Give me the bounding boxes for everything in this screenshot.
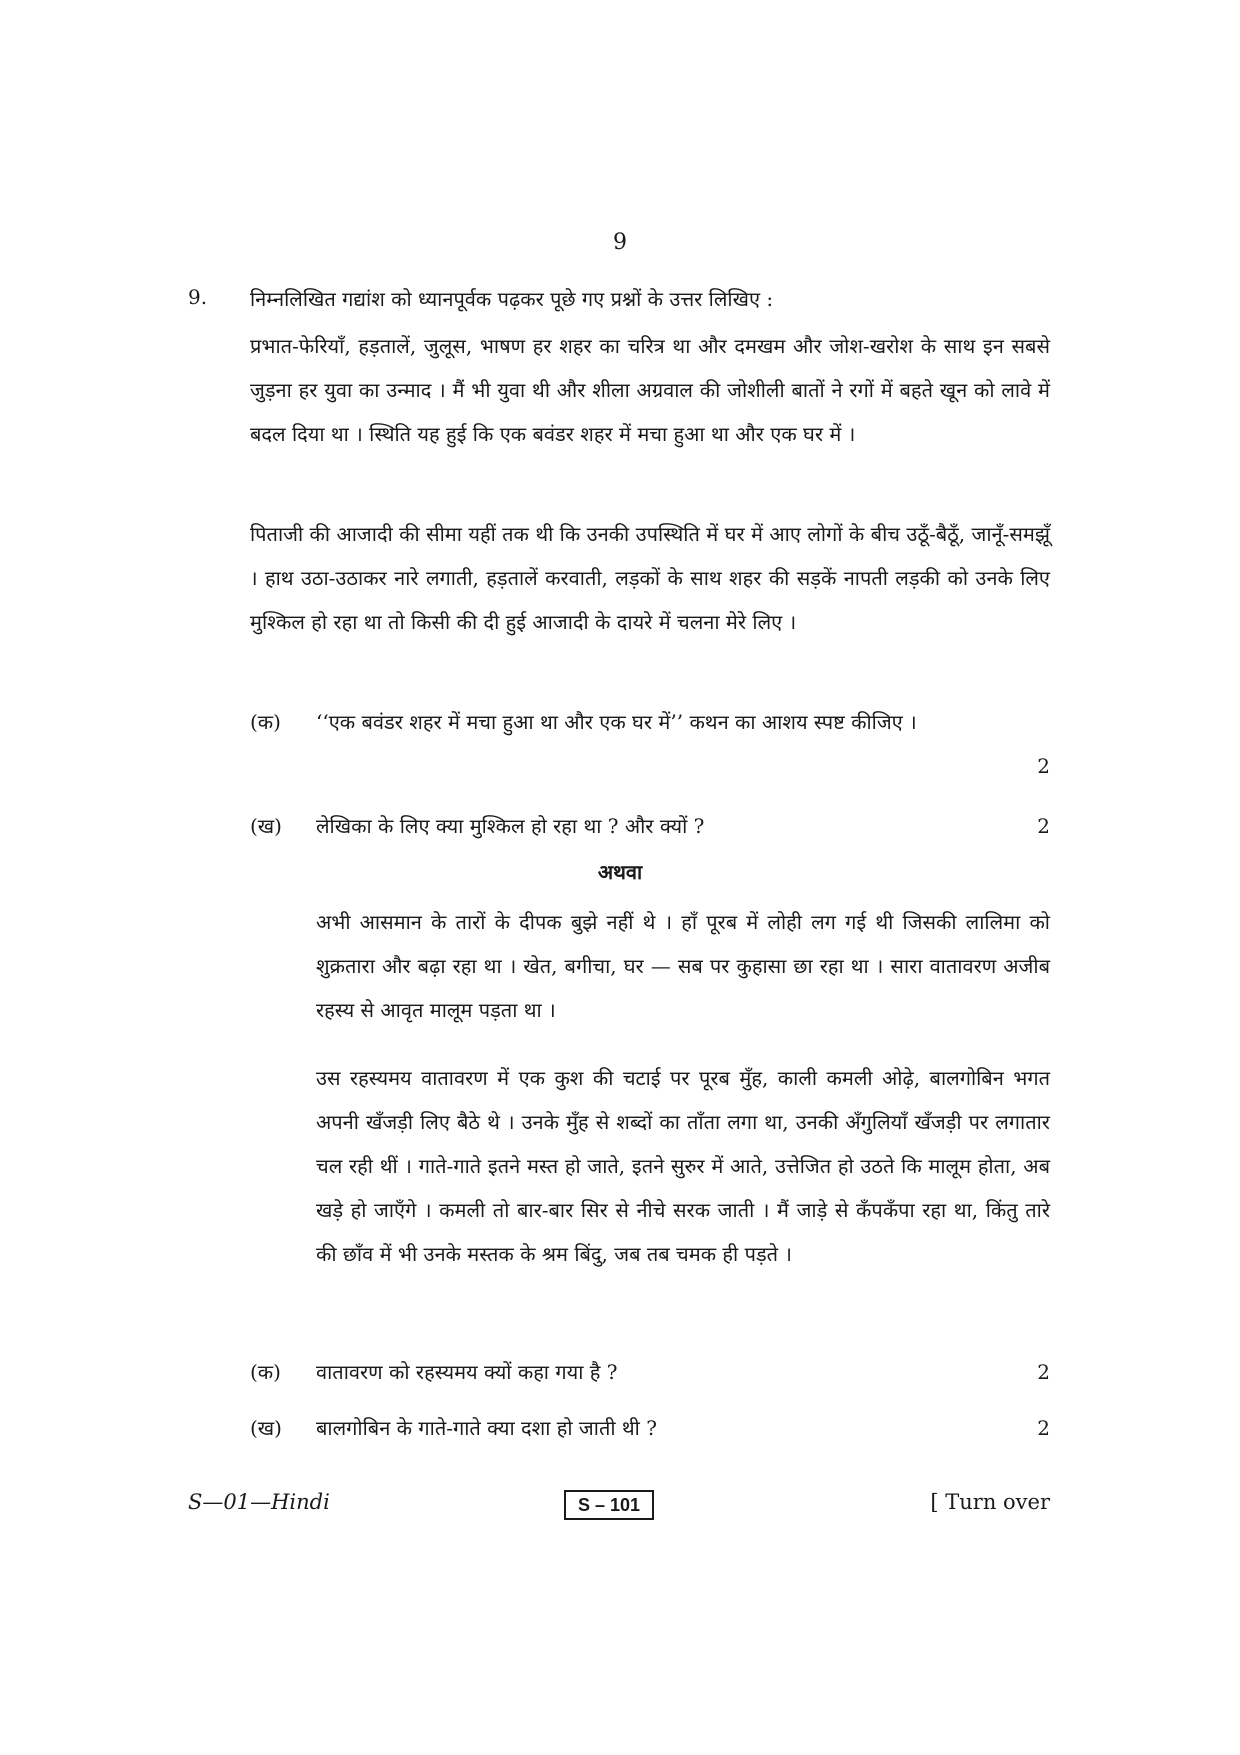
passage-2-paragraph-2: उस रहस्यमय वातावरण में एक कुश की चटाई पर पूरब मुँह, काली कमली ओढ़े, बालगोबिन भगत अपनी खँजड़ी लिए बैठे थे । उनके मुँह से शब्दों का ताँता लगा था, उनकी अँगुलियाँ खँजड़ी पर लगातार चल रही थीं । गाते-गाते इतने मस्त हो जाते, इतने सुरुर में आते, उत्तेजित हो उठते कि मालूम होता, अब खड़े हो जाएँगे । कमली तो बार-बार सिर से नीचे सरक जाती । मैं जाड़े से कँपकँपा रहा था, किंतु तारे की छाँव में भी उनके मस्तक के श्रम बिंदु, जब तब चमक ही पड़ते ।: [316, 1066, 1050, 1266]
subquestion-marks: 2: [1037, 814, 1050, 838]
footer-turn-over: [ Turn over: [930, 1490, 1050, 1514]
subquestion-text: ‘‘एक बवंडर शहर में मचा हुआ था और एक घर में’’ कथन का आशय स्पष्ट कीजिए ।: [316, 710, 917, 734]
subquestion-2-kha: [250, 1406, 1050, 1450]
question-9: [188, 285, 1050, 315]
passage-2-paragraph-1: अभी आसमान के तारों के दीपक बुझे नहीं थे । हाँ पूरब में लोही लग गई थी जिसकी लालिमा को शुक्रतारा और बढ़ा रहा था । खेत, बगीचा, घर — सब पर कुहासा छा रहा था । सारा वातावरण अजीब रहस्य से आवृत मालूम पड़ता था ।: [316, 910, 1050, 1022]
passage-1-paragraph-2: पिताजी की आजादी की सीमा यहीं तक थी कि उनकी उपस्थिति में घर में आए लोगों के बीच उठूँ-बैठूँ, जानूँ-समझूँ । हाथ उठा-उठाकर नारे लगाती, हड़तालें करवाती, लड़कों के साथ शहर की सड़कें नापती लड़की को उनके लिए मुश्किल हो रहा था तो किसी की दी हुई आजादी के दायरे में चलना मेरे लिए ।: [250, 522, 1050, 634]
subquestion-marks: 2: [1037, 754, 1050, 778]
subquestion-marks: 2: [1037, 1360, 1050, 1384]
subquestion-2-ka: [250, 1350, 1050, 1394]
subquestion-1-kha: [250, 804, 1050, 848]
question-number: 9.: [188, 285, 208, 309]
subquestion-1-ka: [250, 700, 1050, 788]
passage-1-paragraph-1: प्रभात-फेरियाँ, हड़तालें, जुलूस, भाषण हर शहर का चरित्र था और दमखम और जोश-खरोश के साथ इन सबसे जुड़ना हर युवा का उन्माद । मैं भी युवा थी और शीला अग्रवाल की जोशीली बातों ने रगों में बहते खून को लावे में बदल दिया था । स्थिति यह हुई कि एक बवंडर शहर में मचा हुआ था और एक घर में ।: [250, 334, 1050, 446]
subquestion-label: (ख): [250, 1416, 282, 1440]
subquestion-marks: 2: [1037, 1416, 1050, 1440]
subquestion-text: लेखिका के लिए क्या मुश्किल हो रहा था ? और क्यों ?: [316, 814, 705, 838]
footer-subject: S—01—Hindi: [188, 1490, 330, 1514]
subquestion-text: बालगोबिन के गाते-गाते क्या दशा हो जाती थी ?: [316, 1416, 657, 1440]
subquestion-label: (क): [250, 710, 281, 734]
subquestion-text: वातावरण को रहस्यमय क्यों कहा गया है ?: [316, 1360, 618, 1384]
page-footer: [188, 1490, 1050, 1522]
footer-code-box: S – 101: [564, 1490, 654, 1520]
question-instruction: निम्नलिखित गद्यांश को ध्यानपूर्वक पढ़कर पूछे गए प्रश्नों के उत्तर लिखिए :: [250, 287, 774, 311]
subquestion-label: (क): [250, 1360, 281, 1384]
or-heading: अथवा: [597, 860, 643, 884]
page-number: 9: [613, 230, 627, 255]
subquestion-label: (ख): [250, 814, 282, 838]
